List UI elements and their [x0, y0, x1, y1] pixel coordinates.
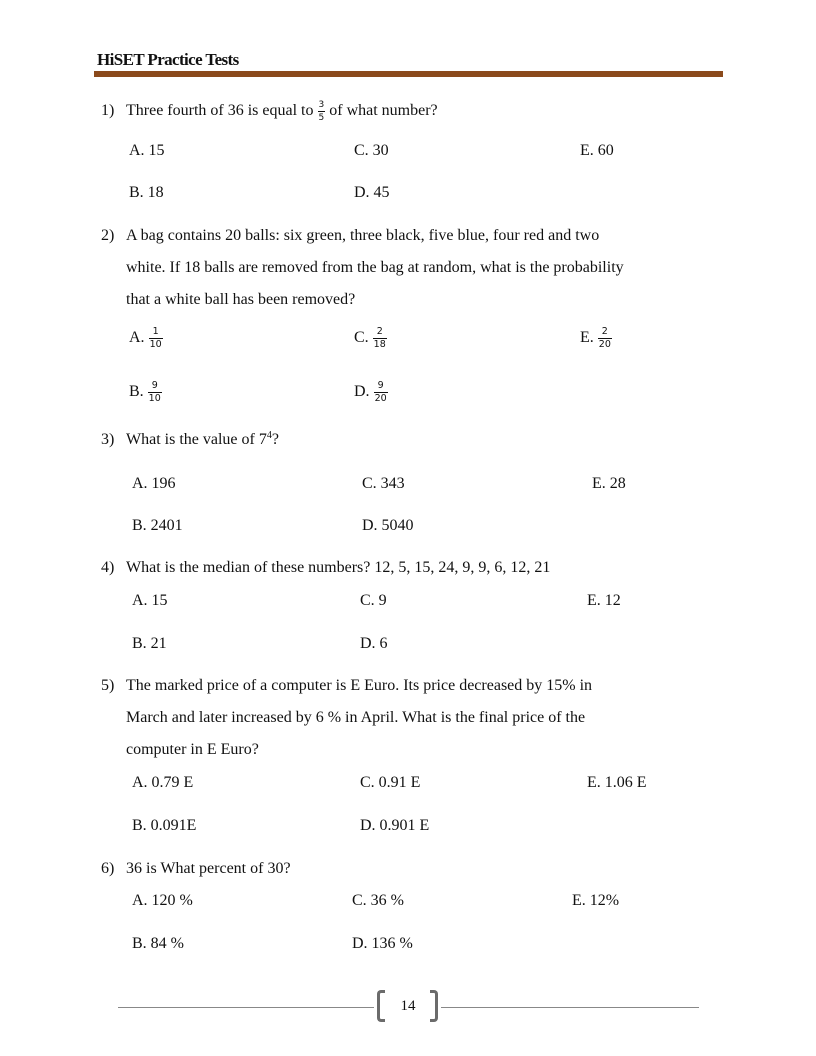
option-b[interactable]: B. 21: [132, 635, 167, 652]
fraction-denominator: 20: [598, 339, 611, 350]
fraction-numerator: 2: [601, 326, 608, 337]
option-d[interactable]: D. 0.901 E: [360, 817, 430, 834]
option-b[interactable]: B. 0.091E: [132, 817, 197, 834]
option-e[interactable]: E. 60: [580, 142, 614, 159]
question-text: 36 is What percent of 30?: [126, 860, 291, 877]
option-c[interactable]: C. 30: [354, 142, 389, 159]
option-d[interactable]: D. 5040: [362, 517, 414, 534]
option-d[interactable]: [354, 381, 388, 404]
option-e[interactable]: E. 12%: [572, 892, 620, 909]
fraction-denominator: 5: [318, 112, 325, 123]
option-c[interactable]: C. 0.91 E: [360, 774, 421, 791]
option-e[interactable]: E. 1.06 E: [587, 774, 647, 791]
footer-bracket-left: [377, 990, 385, 1022]
option-c[interactable]: C. 36 %: [352, 892, 404, 909]
option-b[interactable]: B. 2401: [132, 517, 183, 534]
option-c[interactable]: C. 9: [360, 592, 387, 609]
question-text: [126, 670, 592, 766]
fraction-denominator: 20: [374, 393, 387, 404]
fraction-numerator: 2: [376, 326, 383, 337]
option-label: C.: [354, 329, 369, 347]
question-text: [126, 95, 438, 127]
fraction-denominator: 10: [148, 393, 161, 404]
option-b[interactable]: B. 84 %: [132, 935, 184, 952]
fraction: [149, 327, 163, 350]
option-d[interactable]: D. 6: [360, 635, 388, 652]
question-number: 4): [101, 559, 115, 576]
question-text: [126, 424, 279, 456]
option-a[interactable]: A. 15: [129, 142, 165, 159]
question-number: 2): [101, 227, 115, 244]
question-text: What is the median of these numbers? 12, 5, 15, 24, 9, 9, 6, 12, 21: [126, 559, 551, 576]
option-a[interactable]: A. 0.79 E: [132, 774, 194, 791]
option-e[interactable]: [580, 327, 612, 350]
question-line: computer in E Euro?: [126, 741, 259, 758]
footer-rule-right: [441, 1007, 699, 1008]
option-a[interactable]: A. 196: [132, 475, 176, 492]
fraction: [374, 381, 388, 404]
option-label: E.: [580, 329, 594, 347]
option-e[interactable]: E. 28: [592, 475, 626, 492]
question-line: white. If 18 balls are removed from the bag at random, what is the probability: [126, 259, 624, 276]
option-b[interactable]: [129, 381, 162, 404]
option-b[interactable]: B. 18: [129, 184, 164, 201]
option-c[interactable]: C. 343: [362, 475, 405, 492]
option-label: B.: [129, 383, 144, 401]
fraction: [148, 381, 162, 404]
page-number: 14: [400, 998, 416, 1014]
footer-rule-left: [118, 1007, 374, 1008]
fraction: [373, 327, 387, 350]
fraction-numerator: 9: [377, 380, 384, 391]
option-label: A.: [129, 329, 145, 347]
option-c[interactable]: [354, 327, 387, 350]
question-text-pre: Three fourth of 36 is equal to: [126, 102, 314, 119]
fraction: [598, 327, 612, 350]
option-a[interactable]: A. 15: [132, 592, 168, 609]
option-a[interactable]: A. 120 %: [132, 892, 193, 909]
fraction-denominator: 10: [149, 339, 162, 350]
question-text-pre: What is the value of 7: [126, 431, 267, 448]
option-d[interactable]: D. 45: [354, 184, 390, 201]
question-text-post: ?: [271, 431, 279, 448]
fraction-numerator: 3: [318, 99, 325, 110]
question-text: [126, 220, 624, 316]
exponent: 4: [266, 430, 272, 441]
fraction-numerator: 1: [152, 326, 159, 337]
footer-bracket-right: [430, 990, 438, 1022]
option-d[interactable]: D. 136 %: [352, 935, 413, 952]
option-a[interactable]: [129, 327, 163, 350]
header-rule: [94, 71, 723, 77]
fraction: [318, 100, 326, 123]
option-e[interactable]: E. 12: [587, 592, 621, 609]
option-label: D.: [354, 383, 370, 401]
fraction-denominator: 18: [373, 339, 386, 350]
question-line: March and later increased by 6 % in April. What is the final price of the: [126, 709, 586, 726]
question-line: A bag contains 20 balls: six green, three black, five blue, four red and two: [126, 227, 600, 244]
question-line: The marked price of a computer is E Euro. Its price decreased by 15% in: [126, 677, 593, 694]
question-number: 1): [101, 102, 115, 119]
question-number: 3): [101, 431, 115, 448]
question-line: that a white ball has been removed?: [126, 291, 356, 308]
question-number: 5): [101, 677, 115, 694]
fraction-numerator: 9: [151, 380, 158, 391]
question-text-post: of what number?: [329, 102, 438, 119]
question-number: 6): [101, 860, 115, 877]
header-title: HiSET Practice Tests: [97, 50, 239, 69]
